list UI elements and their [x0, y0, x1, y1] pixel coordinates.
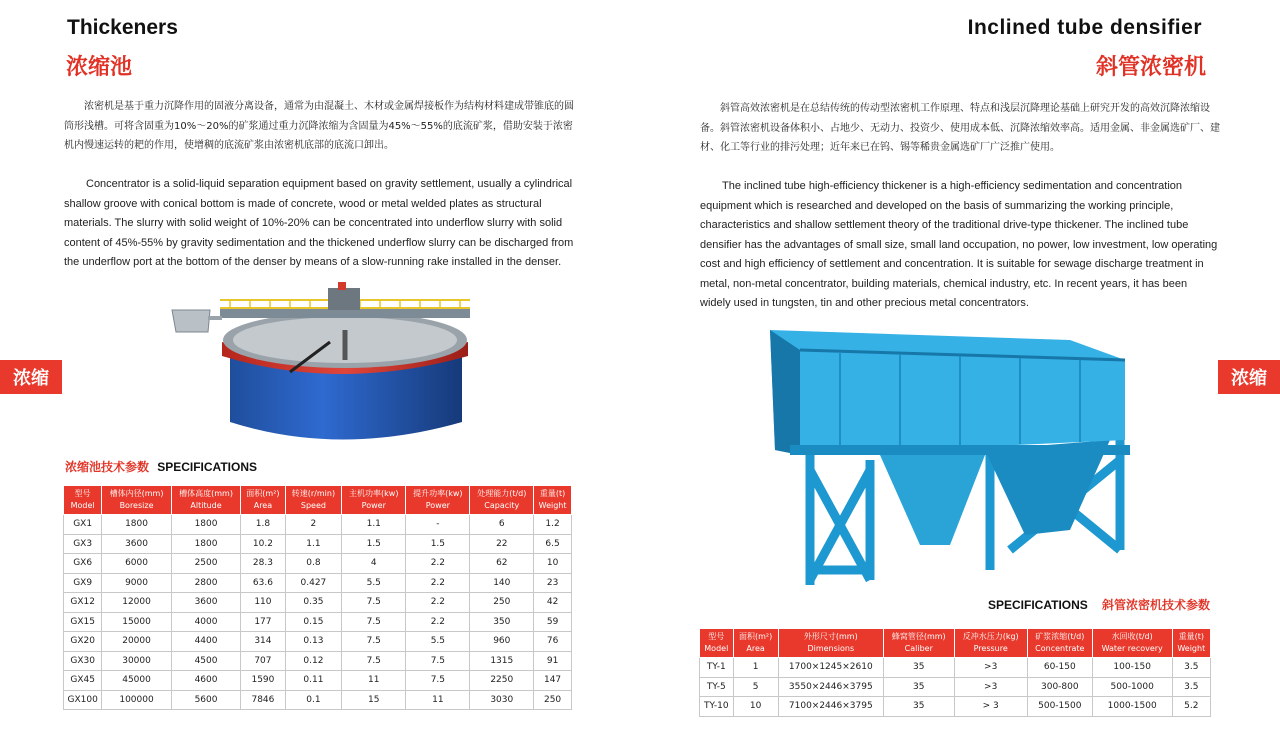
header-en: Power — [361, 501, 386, 510]
table-cell: >3 — [954, 658, 1027, 678]
header-cn: 面积(m²) — [246, 489, 280, 498]
description-cn: 浓密机是基于重力沉降作用的固液分离设备，通常为由混凝土、木材或金属焊接板作为结构材料建成带锥底的圆筒形浅槽。可将含固重为10%～20%的矿浆通过重力沉降浓缩为含固量为45%～55%的底流矿浆，借助安装于浓密机内慢速运转的耙的作用，使增稠的底流矿浆由浓密机底部的底流口卸出。 — [64, 101, 574, 151]
table-cell: 9000 — [102, 573, 171, 593]
table-cell: 1.1 — [285, 534, 342, 554]
header-cn: 转速(r/min) — [291, 489, 336, 498]
header-en: Speed — [300, 501, 326, 510]
header-en: Altitude — [190, 501, 222, 510]
table-cell: 1590 — [241, 671, 285, 691]
header-en: Model — [70, 501, 95, 510]
table-cell: 3600 — [102, 534, 171, 554]
spec-table-right — [699, 628, 1211, 717]
table-cell: 707 — [241, 651, 285, 671]
table-cell: - — [406, 515, 470, 535]
table-cell: 1.8 — [241, 515, 285, 535]
table-cell: 7.5 — [342, 632, 406, 652]
header-en: Capacity — [484, 501, 520, 510]
table-row — [64, 554, 572, 574]
spec-title-en-right: SPECIFICATIONS — [988, 598, 1088, 612]
table-cell: 140 — [470, 573, 534, 593]
table-cell: 1700×1245×2610 — [778, 658, 883, 678]
table-cell: 177 — [241, 612, 285, 632]
table-cell: > 3 — [954, 697, 1027, 717]
header-cn: 处理能力(t/d) — [477, 489, 527, 498]
table-cell: 250 — [470, 593, 534, 613]
table-cell: 1.2 — [534, 515, 572, 535]
table-cell: 59 — [534, 612, 572, 632]
table-cell: 0.35 — [285, 593, 342, 613]
table-cell: 0.8 — [285, 554, 342, 574]
table-cell: 2250 — [470, 671, 534, 691]
header-cn: 面积(m²) — [738, 632, 773, 641]
table-row — [64, 690, 572, 710]
spec-title-cn-right: 斜管浓密机技术参数 — [1101, 598, 1210, 612]
table-cell: 2.2 — [406, 573, 470, 593]
table-row — [700, 658, 1211, 678]
header-cn: 型号 — [708, 632, 725, 641]
table-cell: 100-150 — [1092, 658, 1172, 678]
table-cell: 10 — [534, 554, 572, 574]
table-cell: 2.2 — [406, 554, 470, 574]
table-row — [700, 697, 1211, 717]
header-cn: 重量(t) — [539, 489, 566, 498]
table-row — [64, 573, 572, 593]
header-en: Weight — [538, 501, 567, 510]
table-cell: 1315 — [470, 651, 534, 671]
table-header-cell — [241, 486, 285, 515]
table-cell: 300-800 — [1027, 677, 1092, 697]
table-cell: 7.5 — [342, 593, 406, 613]
description-en: Concentrator is a solid-liquid separation equipment based on gravity settlement, usually a cylindrical shallow groove with conical bottom is made of concrete, wood or metal welded plates as structural materials. The slurry with solid weight of 10%-20% can be concentrated into underflow slurry with solid content of 45%-55% by gravity sedimentation and the thickened underflow slurry can be discharged from the underflow port at the bottom of the denser by means of a slow-running rake installed in the denser. — [64, 178, 574, 268]
table-cell: 250 — [534, 690, 572, 710]
table-cell: 11 — [406, 690, 470, 710]
table-cell: 4000 — [171, 612, 240, 632]
table-cell: GX100 — [64, 690, 102, 710]
header-cn: 型号 — [74, 489, 91, 498]
table-cell: 7846 — [241, 690, 285, 710]
table-cell: 3030 — [470, 690, 534, 710]
table-row — [64, 593, 572, 613]
header-en: Weight — [1177, 644, 1206, 653]
header-cn: 重量(t) — [1178, 632, 1204, 641]
spec-title-left — [65, 458, 257, 475]
table-header-cell — [954, 629, 1027, 658]
header-cn: 反冲水压力(kg) — [962, 632, 1019, 641]
table-cell: 23 — [534, 573, 572, 593]
header-en: Model — [704, 644, 729, 653]
table-cell: 3550×2446×3795 — [778, 677, 883, 697]
header-en: Area — [746, 644, 765, 653]
table-cell: 7.5 — [406, 671, 470, 691]
side-tab-right: 浓缩 — [1218, 360, 1280, 394]
table-cell: 3.5 — [1172, 677, 1210, 697]
table-cell: 314 — [241, 632, 285, 652]
table-cell: 2.2 — [406, 593, 470, 613]
table-cell: 5.5 — [342, 573, 406, 593]
table-cell: 7.5 — [406, 651, 470, 671]
table-cell: 0.13 — [285, 632, 342, 652]
spec-table-left — [63, 485, 572, 710]
table-cell: 91 — [534, 651, 572, 671]
table-cell: GX20 — [64, 632, 102, 652]
table-cell: 110 — [241, 593, 285, 613]
table-header-cell — [778, 629, 883, 658]
page-title-cn-right: 斜管浓密机 — [1095, 55, 1206, 80]
description-cn-right: 斜管高效浓密机是在总结传统的传动型浓密机工作原理、特点和浅层沉降理论基础上研究开发的高效沉降浓缩设备。斜管浓密机设备体积小、占地少、无动力、投资少、使用成本低、沉降浓缩效率高。适用金属、非金属选矿厂、建材、化工等行业的排污处理；近年来已在钨、锡等稀贵金属选矿厂广泛推广使用。 — [700, 103, 1220, 153]
table-cell: 5.5 — [406, 632, 470, 652]
table-cell: 63.6 — [241, 573, 285, 593]
table-cell: 3.5 — [1172, 658, 1210, 678]
table-cell: 0.11 — [285, 671, 342, 691]
table-row — [64, 671, 572, 691]
table-header-cell — [733, 629, 778, 658]
table-cell: GX9 — [64, 573, 102, 593]
table-header-cell — [700, 629, 734, 658]
table-cell: 42 — [534, 593, 572, 613]
header-en: Water recovery — [1101, 644, 1163, 653]
table-cell: 10 — [733, 697, 778, 717]
header-en: Area — [253, 501, 273, 510]
table-header-cell — [406, 486, 470, 515]
table-cell: 62 — [470, 554, 534, 574]
table-header-cell — [883, 629, 954, 658]
table-row — [64, 651, 572, 671]
page-title-en: Thickeners — [67, 16, 178, 39]
table-cell: 7100×2446×3795 — [778, 697, 883, 717]
table-header-cell — [171, 486, 240, 515]
table-cell: 500-1500 — [1027, 697, 1092, 717]
table-cell: 7.5 — [342, 651, 406, 671]
table-row — [64, 515, 572, 535]
table-cell: 4400 — [171, 632, 240, 652]
table-cell: 1.1 — [342, 515, 406, 535]
table-cell: 147 — [534, 671, 572, 691]
table-cell: 4 — [342, 554, 406, 574]
table-cell: 11 — [342, 671, 406, 691]
description-en-right: The inclined tube high-efficiency thickener is a high-efficiency sedimentation and concentration equipment which is researched and developed on the basis of summarizing the working principle, characteristics and shallow settlement theory of the traditional drive-type thickener. The inclined tube densifier has the advantages of small size, small land occupation, no power, low investment, low operating cost and high efficiency of settlement and concentration. It is suitable for sewage discharge treatment in metal, non-metal concentrator, building materials, chemical industry, etc. In recent years, it has been widely used in tungsten, tin and other precious metal concentrators. — [700, 180, 1218, 309]
table-cell: 35 — [883, 697, 954, 717]
table-cell: 2.2 — [406, 612, 470, 632]
side-tab-left: 浓缩 — [0, 360, 62, 394]
header-cn: 水回收(t/d) — [1111, 632, 1153, 641]
table-cell: TY-1 — [700, 658, 734, 678]
table-cell: 1.5 — [342, 534, 406, 554]
spec-title-en: SPECIFICATIONS — [157, 460, 257, 474]
table-header-cell — [1027, 629, 1092, 658]
table-header-cell — [1092, 629, 1172, 658]
header-en: Caliber — [904, 644, 933, 653]
header-en: Pressure — [973, 644, 1008, 653]
header-cn: 主机功率(kw) — [349, 489, 399, 498]
table-cell: 35 — [883, 677, 954, 697]
table-cell: GX12 — [64, 593, 102, 613]
table-cell: 0.1 — [285, 690, 342, 710]
header-cn: 槽体内径(mm) — [109, 489, 164, 498]
table-cell: 2 — [285, 515, 342, 535]
table-cell: GX30 — [64, 651, 102, 671]
table-cell: 35 — [883, 658, 954, 678]
table-cell: 960 — [470, 632, 534, 652]
table-cell: TY-5 — [700, 677, 734, 697]
table-cell: 45000 — [102, 671, 171, 691]
table-cell: 1.5 — [406, 534, 470, 554]
table-cell: 10.2 — [241, 534, 285, 554]
table-cell: 20000 — [102, 632, 171, 652]
table-cell: 6000 — [102, 554, 171, 574]
table-cell: 4600 — [171, 671, 240, 691]
right-page — [640, 0, 1280, 734]
table-cell: GX3 — [64, 534, 102, 554]
table-cell: 22 — [470, 534, 534, 554]
header-cn: 蜂窝管径(mm) — [891, 632, 946, 641]
table-cell: 2500 — [171, 554, 240, 574]
densifier-illustration — [770, 330, 1140, 588]
table-header-cell — [285, 486, 342, 515]
table-cell: 30000 — [102, 651, 171, 671]
table-cell: 12000 — [102, 593, 171, 613]
table-header-cell — [470, 486, 534, 515]
header-cn: 矿浆浓缩(t/d) — [1035, 632, 1085, 641]
table-header-cell — [102, 486, 171, 515]
table-cell: 0.12 — [285, 651, 342, 671]
table-cell: 1 — [733, 658, 778, 678]
spec-title-cn: 浓缩池技术参数 — [65, 460, 150, 474]
table-header-cell — [64, 486, 102, 515]
table-header-cell — [1172, 629, 1210, 658]
header-en: Dimensions — [807, 644, 855, 653]
table-cell: 6 — [470, 515, 534, 535]
header-cn: 槽体高度(mm) — [179, 489, 233, 498]
table-cell: 1800 — [171, 534, 240, 554]
table-cell: 7.5 — [342, 612, 406, 632]
table-row — [64, 534, 572, 554]
page-title-cn: 浓缩池 — [66, 55, 133, 80]
table-cell: 100000 — [102, 690, 171, 710]
table-cell: TY-10 — [700, 697, 734, 717]
table-cell: 1800 — [171, 515, 240, 535]
table-cell: 28.3 — [241, 554, 285, 574]
table-cell: 60-150 — [1027, 658, 1092, 678]
table-cell: 0.15 — [285, 612, 342, 632]
table-cell: 15000 — [102, 612, 171, 632]
header-cn: 提升功率(kw) — [413, 489, 463, 498]
header-en: Power — [425, 501, 450, 510]
table-cell: 6.5 — [534, 534, 572, 554]
table-cell: 1800 — [102, 515, 171, 535]
table-cell: 5600 — [171, 690, 240, 710]
table-cell: 15 — [342, 690, 406, 710]
table-cell: 0.427 — [285, 573, 342, 593]
table-cell: GX45 — [64, 671, 102, 691]
table-cell: 2800 — [171, 573, 240, 593]
table-header-cell — [342, 486, 406, 515]
table-row — [64, 632, 572, 652]
table-row — [64, 612, 572, 632]
table-cell: GX15 — [64, 612, 102, 632]
table-cell: 350 — [470, 612, 534, 632]
table-cell: 500-1000 — [1092, 677, 1172, 697]
table-cell: 76 — [534, 632, 572, 652]
table-cell: 5 — [733, 677, 778, 697]
table-cell: GX1 — [64, 515, 102, 535]
thickener-illustration — [170, 282, 470, 452]
table-cell: GX6 — [64, 554, 102, 574]
header-en: Boresize — [119, 501, 154, 510]
table-cell: >3 — [954, 677, 1027, 697]
table-row — [700, 677, 1211, 697]
table-cell: 3600 — [171, 593, 240, 613]
table-header-cell — [534, 486, 572, 515]
page-title-en-right: Inclined tube densifier — [967, 16, 1202, 39]
header-cn: 外形尺寸(mm) — [803, 632, 858, 641]
table-cell: 4500 — [171, 651, 240, 671]
table-cell: 5.2 — [1172, 697, 1210, 717]
table-cell: 1000-1500 — [1092, 697, 1172, 717]
spec-title-right — [988, 596, 1210, 613]
header-en: Concentrate — [1035, 644, 1085, 653]
